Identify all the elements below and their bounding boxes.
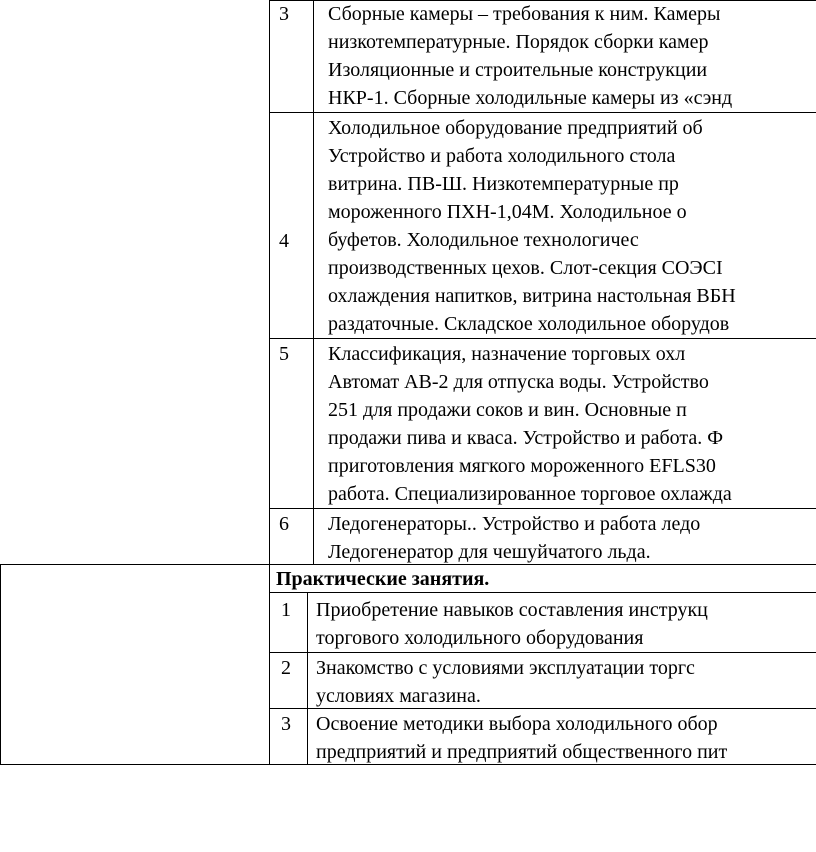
row-number: 3 xyxy=(279,3,289,25)
row-text: Сборные камеры – требования к ним. Камеры низкотемпературные. Порядок сборки камер Изоляционные и строительные конструкции НКР-1. Сборные холодильные камеры из «сэнд xyxy=(328,3,733,109)
section-header: Практические занятия. xyxy=(276,568,490,590)
row-number: 1 xyxy=(281,599,291,621)
row-number: 6 xyxy=(279,513,289,535)
row-text: Приобретение навыков составления инструкц торгового холодильного оборудования xyxy=(316,599,708,649)
row-text: Классификация, назначение торговых охл Автомат АВ-2 для отпуска воды. Устройство 251 для продажи соков и вин. Основные п продажи пива и кваса. Устройство и работа. Ф приготовления мягкого мороженного EFLS30 работа. Специализированное торговое охлажда xyxy=(328,343,732,505)
row-text: Освоение методики выбора холодильного обор предприятий и предприятий общественного пит xyxy=(316,713,728,763)
rule-after-header xyxy=(269,592,816,593)
rule-after-prac-1 xyxy=(269,652,816,653)
row-text: Ледогенераторы.. Устройство и работа ледо Ледогенератор для чешуйчатого льда. xyxy=(328,513,701,563)
rule-after-row-5 xyxy=(269,508,816,509)
rule-after-row-4 xyxy=(269,338,816,339)
row-number: 3 xyxy=(281,713,291,735)
row-number: 2 xyxy=(281,657,291,679)
rule-col-a xyxy=(269,0,270,765)
row-text: Холодильное оборудование предприятий об Устройство и работа холодильного стола витрина. ПВ-Ш. Низкотемпературные пр мороженного ПХН-1,04М. Холодильное о буфетов. Холодильное технологичес производственных цехов. Слот-секция СОЭСІ охлаждения напитков, витрина настольная ВБН раздаточные. Складское холодильное оборудов xyxy=(328,117,736,335)
row-number: 4 xyxy=(279,230,289,252)
rule-col-b-lower xyxy=(307,592,308,765)
row-text: Знакомство с условиями эксплуатации торгс условиях магазина. xyxy=(316,657,695,707)
rule-col-b-upper xyxy=(313,0,314,565)
rule-left-edge xyxy=(0,564,1,765)
row-number: 5 xyxy=(279,343,289,365)
rule-after-row-3 xyxy=(269,112,816,113)
